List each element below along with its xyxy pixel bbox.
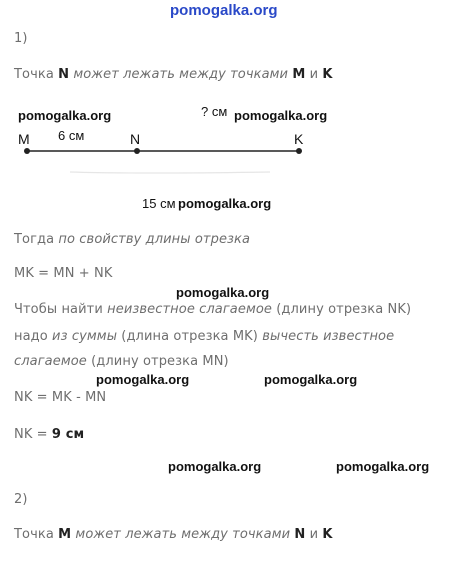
label-mn: 6 см [58,128,85,143]
point-m: M [58,527,72,542]
point-n-dot [134,148,140,154]
equation-sum: MK = MN + NK [14,266,113,281]
point-k: K [322,527,333,542]
text: надо [14,329,53,344]
point-n: N [58,67,70,82]
point-k-dot [296,148,302,154]
paragraph-line-1 [14,302,411,317]
text-italic: слагаемое [14,354,87,369]
label-mk: 15 см [142,196,176,211]
point-n: N [294,527,306,542]
text: и [305,527,323,542]
text-italic: может лежать между точками [69,67,293,82]
text-italic: из суммы [52,329,118,344]
label-nk: ? см [201,104,228,119]
watermark: pomogalka.org [96,372,190,387]
watermark: pomogalka.org [336,459,430,474]
text: (длину отрезка NK) [272,302,412,317]
text: и [305,67,323,82]
watermark-top: pomogalka.org [170,2,278,19]
label-point-n: N [130,131,141,147]
text: Тогда [14,232,59,247]
text-italic: может лежать между точками [71,527,295,542]
point-m-dot [24,148,30,154]
section-1-number: 1) [14,31,28,46]
point-m: M [292,67,306,82]
paragraph-line-2 [14,329,394,344]
equation-result [14,427,84,442]
result-value: 9 см [51,427,85,442]
text: (длину отрезка MN) [86,354,229,369]
text-italic: по свойству длины отрезка [58,232,251,247]
text: Точка [14,527,59,542]
text: Точка [14,67,59,82]
sentence-m-between-n-k [14,527,333,542]
watermark: pomogalka.org [18,108,112,123]
text-italic: вычесть известное [262,329,395,344]
point-k: K [322,67,333,82]
equation-difference: NK = MK - MN [14,390,107,405]
watermark: pomogalka.org [234,108,328,123]
text-italic: неизвестное слагаемое [107,302,273,317]
watermark: pomogalka.org [168,459,262,474]
text: NK = [14,427,52,442]
text: (длина отрезка MK) [117,329,263,344]
watermark: pomogalka.org [178,196,272,211]
faint-brace [70,172,270,173]
sentence-property [14,232,250,247]
paragraph-line-3 [14,354,229,369]
label-point-m: M [18,131,30,147]
text: Чтобы найти [14,302,108,317]
watermark: pomogalka.org [264,372,358,387]
watermark: pomogalka.org [176,285,270,300]
section-2-number: 2) [14,492,28,507]
label-point-k: K [294,131,304,147]
